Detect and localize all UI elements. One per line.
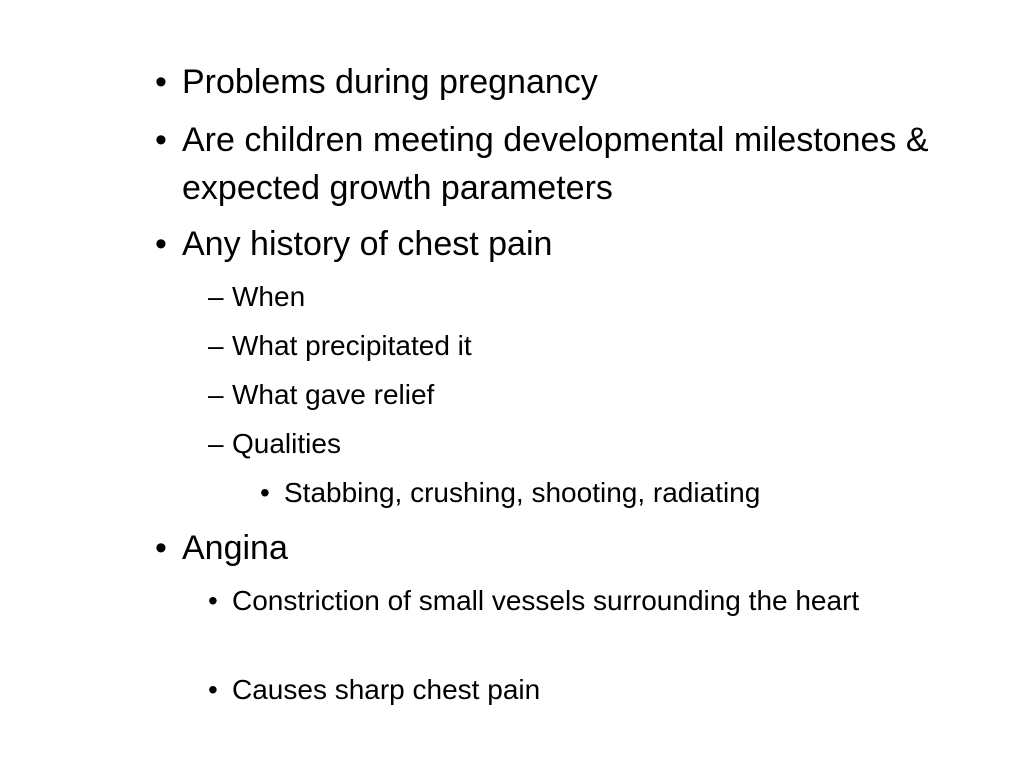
bullet-marker: •: [155, 225, 167, 263]
sub-item-constriction: [208, 581, 928, 621]
bullet-developmental-milestones: [155, 116, 945, 212]
dash-marker: –: [208, 330, 224, 361]
bullet-text: Problems during pregnancy: [182, 63, 598, 101]
sub-item-text: When: [232, 281, 306, 312]
sub-item-text: Constriction of small vessels surrounding the heart: [232, 585, 860, 616]
sub-item-qualities: [208, 424, 341, 464]
sub-item-when: [208, 277, 305, 317]
bullet-marker: •: [155, 121, 167, 159]
bullet-text: Angina: [182, 529, 288, 567]
bullet-text: Any history of chest pain: [182, 225, 553, 263]
sub-sub-item-text: Stabbing, crushing, shooting, radiating: [284, 477, 761, 508]
dash-marker: –: [208, 379, 224, 410]
sub-item-text: Causes sharp chest pain: [232, 674, 541, 705]
sub-item-causes-sharp-chest-pain: [208, 670, 540, 710]
bullet-marker: •: [155, 529, 167, 567]
dash-marker: –: [208, 428, 224, 459]
bullet-history-of-chest-pain: [155, 220, 552, 268]
sub-item-text: What precipitated it: [232, 330, 472, 361]
sub-item-what-precipitated-it: [208, 326, 472, 366]
dash-marker: –: [208, 281, 224, 312]
sub-sub-item-qualities-list: [260, 473, 760, 513]
bullet-marker: •: [208, 585, 218, 616]
bullet-problems-during-pregnancy: [155, 58, 598, 106]
sub-item-text: What gave relief: [232, 379, 435, 410]
bullet-marker: •: [155, 63, 167, 101]
sub-item-text: Qualities: [232, 428, 341, 459]
bullet-marker: •: [260, 477, 270, 508]
bullet-text: Are children meeting developmental milestones & expected growth parameters: [182, 121, 929, 207]
sub-item-what-gave-relief: [208, 375, 434, 415]
bullet-marker: •: [208, 674, 218, 705]
bullet-angina: [155, 524, 288, 572]
